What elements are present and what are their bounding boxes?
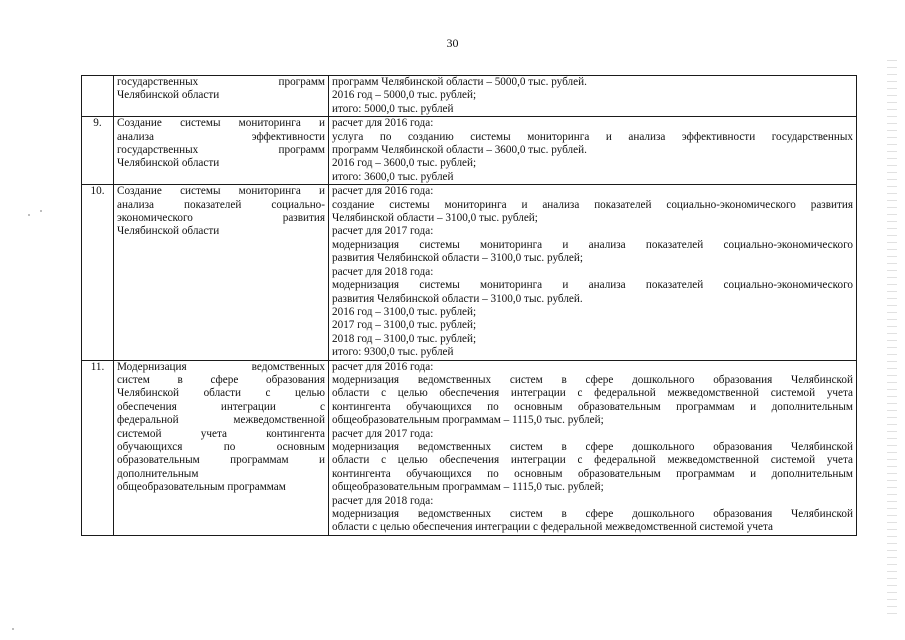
table-row	[82, 117, 857, 185]
calculation-line: расчет для 2018 года:	[332, 265, 434, 278]
calculation-line: расчет для 2016 года:	[332, 360, 434, 373]
calculation-cell	[329, 360, 857, 535]
calculation-line: расчет для 2018 года:	[332, 494, 434, 507]
item-name-line: анализа эффективности	[117, 130, 325, 143]
item-name-line: Создание системы мониторинга и	[117, 117, 325, 130]
item-name-cell	[114, 360, 329, 535]
row-number: 11.	[82, 360, 114, 535]
page-number: 30	[446, 36, 459, 50]
item-name-line: Челябинской области	[117, 225, 220, 238]
item-name-line: федеральной межведомственной	[117, 414, 325, 427]
item-name-line: Создание системы мониторинга и	[117, 185, 325, 198]
item-name-line: анализа показателей социально-	[117, 198, 325, 211]
calculation-line: расчет для 2017 года:	[332, 427, 434, 440]
calculation-cell	[329, 117, 857, 185]
item-name-line: экономического развития	[117, 212, 325, 225]
calculation-cell	[329, 185, 857, 360]
table-row	[82, 185, 857, 360]
item-name-cell	[114, 117, 329, 185]
item-name-line: образовательным программам и	[117, 454, 325, 467]
calculation-line: итого: 9300,0 тыс. рублей	[332, 346, 454, 359]
calculation-line: контингента обучающихся по основным образовательным программам и дополнительным	[332, 400, 853, 413]
calculation-line: области с целью обеспечения интеграции с федеральной межведомственной системой учета	[332, 454, 853, 467]
calculation-line: модернизация системы мониторинга и анализа показателей социально-экономического	[332, 279, 853, 292]
item-name-line: дополнительным	[117, 467, 199, 480]
scan-speck	[12, 628, 14, 630]
calculation-line: развития Челябинской области – 3100,0 тыс. рублей.	[332, 292, 583, 305]
item-name-line: системой учета контингента	[117, 427, 325, 440]
item-name-line: Модернизация ведомственных	[117, 360, 325, 373]
calculation-line: 2017 год – 3100,0 тыс. рублей;	[332, 319, 477, 332]
calculation-line: модернизация ведомственных систем в сфере дошкольного образования Челябинской	[332, 508, 853, 520]
item-name-line: государственных программ	[117, 76, 325, 88]
calculation-line: услуга по созданию системы мониторинга и анализа эффективности государственных	[332, 130, 853, 143]
calculation-line: Челябинской области – 3100,0 тыс. рублей;	[332, 212, 538, 225]
calculation-line: 2016 год – 5000,0 тыс. рублей;	[332, 89, 477, 102]
item-name-line: обучающихся по основным	[117, 440, 325, 453]
item-name-line: Челябинской области	[117, 157, 220, 170]
scan-speck	[40, 210, 42, 212]
item-name-line: Челябинской области	[117, 89, 220, 102]
calculation-line: итого: 3600,0 тыс. рублей	[332, 170, 454, 183]
calculation-line: 2016 год – 3600,0 тыс. рублей;	[332, 157, 477, 170]
table-row	[82, 360, 857, 535]
calculation-cell	[329, 76, 857, 117]
calculation-line: 2018 год – 3100,0 тыс. рублей;	[332, 332, 477, 345]
item-name-line: общеобразовательным программам	[117, 481, 286, 494]
calculation-line: программ Челябинской области – 3600,0 тыс. рублей.	[332, 144, 587, 157]
calculation-line: области с целью обеспечения интеграции с федеральной межведомственной системой учета	[332, 387, 853, 400]
calculation-line: создание системы мониторинга и анализа показателей социально-экономического развития	[332, 198, 853, 211]
calculation-line: модернизация системы мониторинга и анализа показателей социально-экономического	[332, 238, 853, 251]
calculation-line: расчет для 2016 года:	[332, 185, 434, 198]
calculation-line: модернизация ведомственных систем в сфере дошкольного образования Челябинской	[332, 373, 853, 386]
item-name-line: государственных программ	[117, 144, 325, 157]
table-row	[82, 76, 857, 117]
row-number	[82, 76, 114, 117]
calculation-line: расчет для 2017 года:	[332, 225, 434, 238]
scan-speck	[28, 214, 30, 216]
scan-margin-artifact	[887, 60, 897, 620]
calculation-line: модернизация ведомственных систем в сфере дошкольного образования Челябинской	[332, 440, 853, 453]
row-number: 10.	[82, 185, 114, 360]
calculation-line: программ Челябинской области – 5000,0 тыс. рублей.	[332, 76, 587, 88]
calculation-line: области с целью обеспечения интеграции с федеральной межведомственной системой учета	[332, 521, 773, 534]
item-name-cell	[114, 76, 329, 117]
budget-table	[81, 75, 857, 536]
calculation-line: общеобразовательным программам – 1115,0 тыс. рублей;	[332, 414, 604, 427]
calculation-line: расчет для 2016 года:	[332, 117, 434, 130]
calculation-line: 2016 год – 3100,0 тыс. рублей;	[332, 305, 477, 318]
item-name-cell	[114, 185, 329, 360]
item-name-line: Челябинской области с целью	[117, 387, 325, 400]
item-name-line: систем в сфере образования	[117, 373, 325, 386]
calculation-line: контингента обучающихся по основным образовательным программам и дополнительным	[332, 467, 853, 480]
calculation-line: общеобразовательным программам – 1115,0 тыс. рублей;	[332, 481, 604, 494]
item-name-line: обеспечения интеграции с	[117, 400, 325, 413]
table-body	[82, 76, 857, 536]
row-number: 9.	[82, 117, 114, 185]
calculation-line: развития Челябинской области – 3100,0 тыс. рублей;	[332, 252, 583, 265]
calculation-line: итого: 5000,0 тыс. рублей	[332, 102, 454, 115]
